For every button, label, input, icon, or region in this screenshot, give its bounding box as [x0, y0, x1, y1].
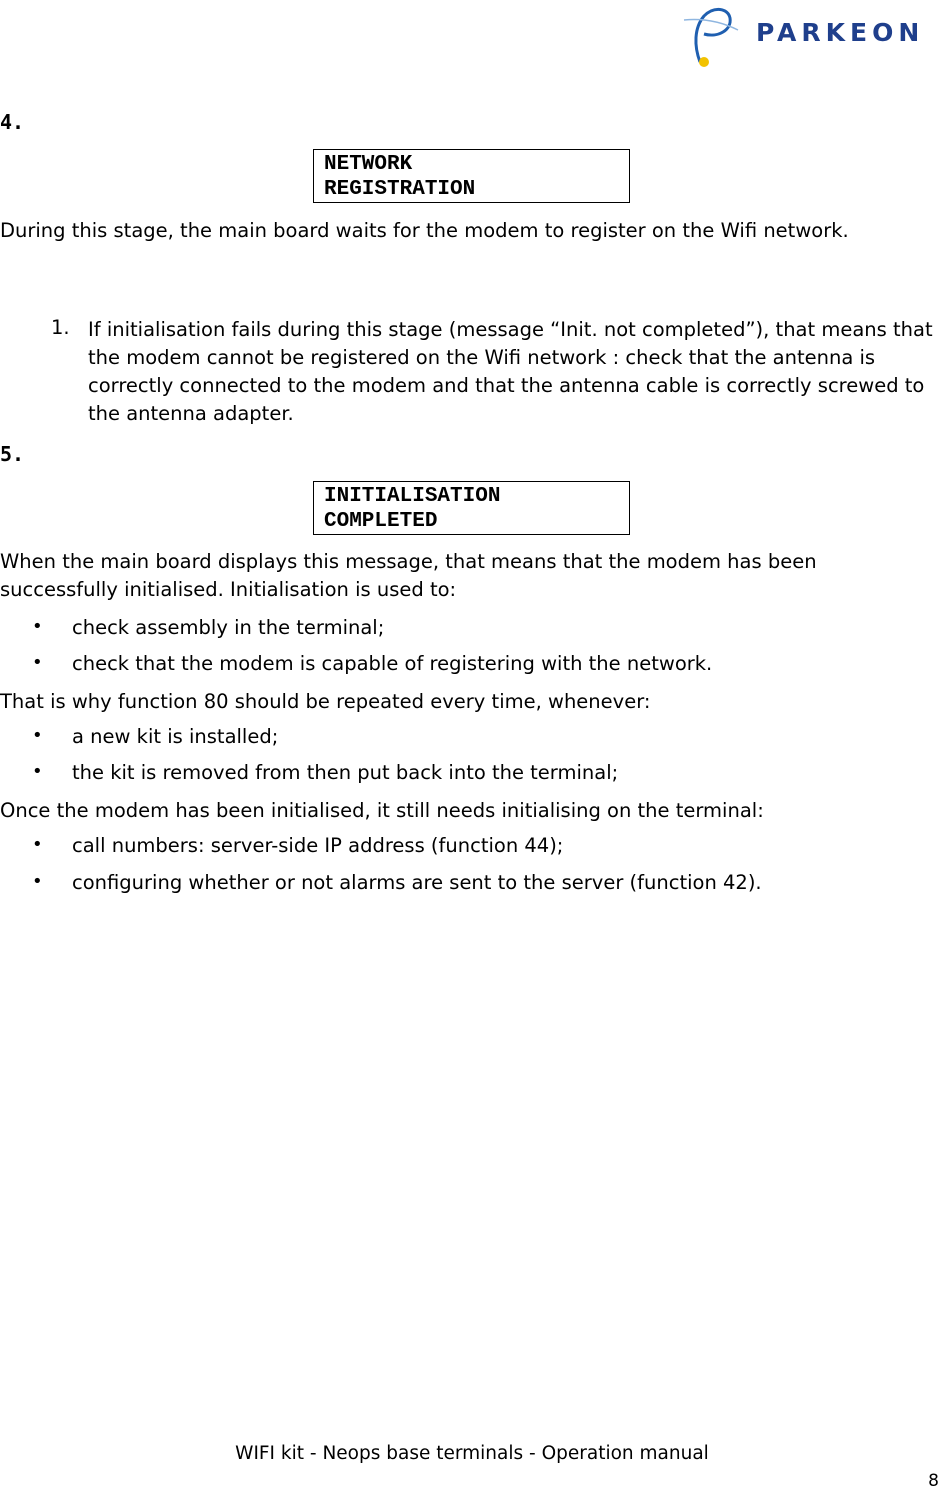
bullet-icon: •	[32, 871, 43, 892]
list-item	[0, 834, 944, 864]
bullet-icon: •	[32, 834, 43, 855]
list-item	[0, 871, 944, 901]
display-message-network-registration	[313, 149, 630, 203]
step-number-4: 4.	[0, 110, 25, 134]
terminal-intro: Once the modem has been initialised, it still needs initialising on the terminal:	[0, 799, 764, 822]
logo-wordmark: PARKEON	[756, 18, 925, 47]
bullet-icon: •	[32, 652, 43, 673]
parkeon-logo	[664, 0, 944, 78]
bullet-icon: •	[32, 761, 43, 782]
list-item-text: the kit is removed from then put back into the terminal;	[72, 761, 619, 784]
list-item	[0, 725, 944, 755]
list-item-text: If initialisation fails during this stage (message “Init. not completed”), that means that the modem cannot be registered on the Wifi network : check that the antenna is correctly connected to the modem and that the antenna cable is correctly screwed to the antenna adapter.	[88, 318, 933, 425]
display-line: INITIALISATION	[324, 485, 501, 508]
list-item	[0, 761, 944, 791]
list-item-text: check assembly in the terminal;	[72, 616, 385, 639]
display-message-initialisation-completed	[313, 481, 630, 535]
step-5-description: When the main board displays this message, that means that the modem has been successfully initialised. Initialisation is used to:	[0, 550, 817, 601]
bullet-icon: •	[32, 725, 43, 746]
list-number: 1.	[51, 316, 70, 339]
display-line: REGISTRATION	[324, 178, 476, 201]
repeat-intro: That is why function 80 should be repeated every time, whenever:	[0, 690, 651, 713]
page-number: 8	[928, 1471, 939, 1491]
step-4-description: During this stage, the main board waits for the modem to register on the Wifi network.	[0, 219, 849, 242]
list-item-text: a new kit is installed;	[72, 725, 279, 748]
footer-title: WIFI kit - Neops base terminals - Operation manual	[235, 1443, 709, 1464]
list-item	[0, 616, 944, 646]
list-item-text: configuring whether or not alarms are sent to the server (function 42).	[72, 871, 762, 894]
list-item-text: call numbers: server-side IP address (function 44);	[72, 834, 564, 857]
list-item	[0, 652, 944, 682]
step-number-5: 5.	[0, 442, 25, 466]
bullet-icon: •	[32, 616, 43, 637]
display-line: COMPLETED	[324, 510, 438, 533]
display-line: NETWORK	[324, 153, 413, 176]
parkeon-p-icon	[664, 0, 754, 78]
list-item-text: check that the modem is capable of registering with the network.	[72, 652, 713, 675]
